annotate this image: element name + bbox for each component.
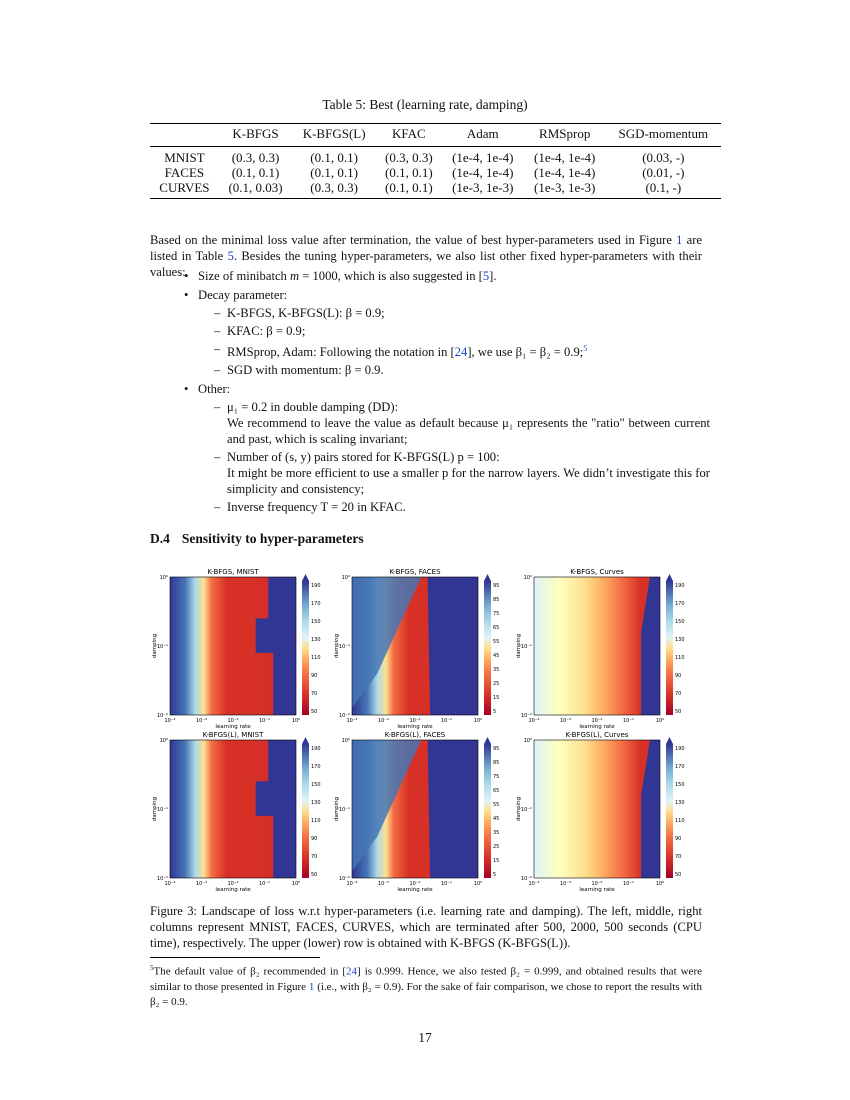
colorbar-tick: 50 xyxy=(311,709,318,715)
colorbar-tick: 170 xyxy=(311,764,321,770)
x-tick-label: 10⁻³ xyxy=(195,881,208,887)
table-column-header xyxy=(150,124,219,147)
table-cell: (0.1, 0.1) xyxy=(310,150,358,165)
colorbar-tick: 70 xyxy=(675,691,682,697)
colorbar-tick: 5 xyxy=(493,872,497,878)
y-axis-label: damping xyxy=(334,633,340,659)
y-tick-label: 10⁻² xyxy=(338,713,350,719)
colorbar-tick: 130 xyxy=(311,800,321,806)
colorbar-tick: 150 xyxy=(311,619,321,625)
y-tick-label: 10⁻² xyxy=(156,713,168,719)
panel-title: K-BFGS(L), FACES xyxy=(384,731,446,739)
dd-title: – μ₁ = 0.2 in double damping (DD): xyxy=(227,400,399,415)
decay-rmsprop-text: RMSprop, Adam: Following the notation in [ xyxy=(227,345,455,360)
x-tick-label: 10⁰ xyxy=(655,881,665,887)
colorbar-tick: 130 xyxy=(675,800,685,806)
colorbar-extend xyxy=(302,574,309,581)
colorbar-tick: 110 xyxy=(311,655,321,661)
pairs-title: – Number of (s, y) pairs stored for K-BFGS(L) p = 100: xyxy=(227,450,500,465)
y-tick-label: 10⁻² xyxy=(156,876,168,882)
table-column-header: K-BFGS(L) xyxy=(302,126,366,141)
other-label: Other: xyxy=(198,382,231,397)
section-title: Sensitivity to hyper-parameters xyxy=(181,531,364,546)
x-axis-label: learning rate xyxy=(397,887,433,893)
colorbar-tick: 150 xyxy=(675,619,685,625)
x-tick-label: 10⁰ xyxy=(473,881,483,887)
x-tick-label: 10⁻³ xyxy=(377,718,390,724)
x-tick-label: 10⁻² xyxy=(409,881,421,887)
colorbar xyxy=(484,744,491,878)
x-tick-label: 10⁰ xyxy=(291,881,301,887)
colorbar-tick: 90 xyxy=(311,673,318,679)
minibatch-text: Size of minibatch xyxy=(198,269,290,283)
section-heading xyxy=(150,531,364,547)
pairs-desc: It might be more efficient to use a smaller p for the narrow layers. We didn’t investigate this for simplicity and consistency; xyxy=(227,466,710,497)
footnote-citation-24[interactable]: 24 xyxy=(346,965,358,978)
table-cell: (0.03, -) xyxy=(642,150,685,165)
colorbar-tick: 35 xyxy=(493,830,500,836)
colorbar-tick: 110 xyxy=(675,655,685,661)
colorbar-tick: 75 xyxy=(493,611,500,617)
colorbar-tick: 55 xyxy=(493,639,500,645)
other-inverse-frequency: – Inverse frequency T = 20 in KFAC. xyxy=(198,499,710,515)
x-tick-label: 10⁻⁴ xyxy=(528,718,540,724)
heatmap-panel xyxy=(334,568,499,730)
citation-link-5[interactable]: 5 xyxy=(482,269,490,283)
table-cell: (0.01, -) xyxy=(642,165,685,180)
heatmap-panel xyxy=(516,731,685,893)
table-cell: (0.3, 0.3) xyxy=(231,150,280,165)
colorbar-tick: 5 xyxy=(493,709,497,715)
decay-kbfgs: – K-BFGS, K-BFGS(L): β = 0.9; xyxy=(198,305,710,321)
decay-kfac: – KFAC: β = 0.9; xyxy=(198,323,710,339)
list-item-other xyxy=(150,381,710,515)
table-caption: Table 5: Best (learning rate, damping) xyxy=(322,97,528,112)
y-tick-label: 10⁻¹ xyxy=(156,807,168,813)
colorbar-tick: 90 xyxy=(311,836,318,842)
colorbar-extend xyxy=(666,574,673,581)
x-tick-label: 10⁻² xyxy=(227,881,239,887)
x-tick-label: 10⁰ xyxy=(473,718,483,724)
colorbar-tick: 130 xyxy=(311,637,321,643)
colorbar-tick: 90 xyxy=(675,836,682,842)
heatmap-area xyxy=(534,740,660,878)
table-cell: (0.3, 0.3) xyxy=(385,150,433,165)
colorbar-tick: 15 xyxy=(493,858,500,864)
x-tick-label: 10⁻³ xyxy=(559,718,572,724)
y-tick-label: 10⁰ xyxy=(341,738,350,744)
y-tick-label: 10⁰ xyxy=(159,575,168,581)
colorbar-tick: 85 xyxy=(493,760,500,766)
panel-title: K-BFGS, MNIST xyxy=(207,568,259,576)
footnote-5 xyxy=(150,961,702,1010)
colorbar-tick: 150 xyxy=(675,782,685,788)
colorbar-tick: 45 xyxy=(493,653,500,659)
x-tick-label: 10⁻¹ xyxy=(258,718,271,724)
footnote-text-3: (i.e., with β₂ = 0.9). For the sake of fair comparison, we chose to report the results with β₂ = 0.9. xyxy=(150,980,702,1008)
y-tick-label: 10⁻² xyxy=(520,876,532,882)
panel-title: K-BFGS(L), MNIST xyxy=(202,731,264,739)
heatmap-area xyxy=(534,577,660,715)
y-axis-label: damping xyxy=(152,633,158,659)
table-cell: (0.1, 0.1) xyxy=(231,165,280,180)
best-hyperparameters-table xyxy=(150,123,721,199)
decay-label: Decay parameter: xyxy=(198,288,288,302)
section-number: D.4 xyxy=(150,531,170,546)
colorbar-tick: 70 xyxy=(675,854,682,860)
x-tick-label: 10⁻¹ xyxy=(622,718,635,724)
intro-text-1: Based on the minimal loss value after termination, the value of best hyper-parameters used in Figure xyxy=(150,233,677,247)
colorbar-extend xyxy=(302,737,309,744)
table-row xyxy=(150,147,721,166)
intro-text-3: . Besides the tuning hyper-parameters, we also list other fixed hyper-parameters with their values: xyxy=(150,249,703,279)
x-tick-label: 10⁻¹ xyxy=(440,881,453,887)
other-pairs xyxy=(198,449,710,497)
table-cell: (1e-3, 1e-3) xyxy=(452,180,514,195)
footnote-mark: 5 xyxy=(150,964,154,972)
colorbar xyxy=(666,744,673,878)
list-item-decay xyxy=(150,287,710,378)
colorbar-tick: 150 xyxy=(311,782,321,788)
colorbar-tick: 35 xyxy=(493,667,500,673)
row-label: FACES xyxy=(164,165,205,180)
y-axis-label: damping xyxy=(516,633,522,659)
table-row xyxy=(150,180,721,199)
x-tick-label: 10⁻⁴ xyxy=(528,881,540,887)
footnote-figure-ref[interactable]: 1 xyxy=(308,980,315,993)
table-cell: (0.1, 0.1) xyxy=(385,180,433,195)
x-tick-label: 10⁻⁴ xyxy=(346,881,358,887)
y-tick-label: 10⁰ xyxy=(523,738,532,744)
citation-link-24[interactable]: 24 xyxy=(454,345,468,360)
colorbar-tick: 170 xyxy=(675,601,685,607)
panel-title: K-BFGS, Curves xyxy=(570,568,624,576)
footnote-link-5[interactable]: 5 xyxy=(583,344,588,353)
heatmap-panel xyxy=(152,731,321,893)
heatmap-panel xyxy=(334,731,499,893)
y-tick-label: 10⁰ xyxy=(159,738,168,744)
table-column-header: KFAC xyxy=(392,126,426,141)
table-ref-link[interactable]: 5 xyxy=(227,249,234,263)
list-item-minibatch xyxy=(150,268,710,284)
y-tick-label: 10⁰ xyxy=(523,575,532,581)
colorbar-tick: 65 xyxy=(493,788,500,794)
table-column-header: RMSprop xyxy=(539,126,591,141)
x-tick-label: 10⁻¹ xyxy=(440,718,453,724)
colorbar-tick: 25 xyxy=(493,681,500,687)
table-header-row xyxy=(150,124,721,147)
other-sublist xyxy=(198,399,710,515)
colorbar-tick: 190 xyxy=(311,583,321,589)
colorbar-tick: 70 xyxy=(311,691,318,697)
table-cell: (0.1, 0.03) xyxy=(228,180,283,195)
colorbar-tick: 25 xyxy=(493,844,500,850)
x-axis-label: learning rate xyxy=(215,887,251,893)
intro-text-2: are listed in Table xyxy=(150,233,702,263)
hyperparameter-list xyxy=(150,268,710,518)
y-tick-label: 10⁻² xyxy=(338,876,350,882)
table-column-header: K-BFGS xyxy=(232,126,279,141)
diverged-region xyxy=(428,740,478,878)
x-axis-label: learning rate xyxy=(579,887,615,893)
table-cell: (0.1, 0.1) xyxy=(310,165,358,180)
table-cell: (0.1, 0.1) xyxy=(385,165,433,180)
x-tick-label: 10⁰ xyxy=(655,718,665,724)
dd-desc: We recommend to leave the value as default because μ₁ represents the "ratio" between current and past, which is scaling invariant; xyxy=(227,416,710,447)
colorbar-tick: 50 xyxy=(675,709,682,715)
y-axis-label: damping xyxy=(516,796,522,822)
minibatch-text-3: ]. xyxy=(489,269,497,283)
heatmap-panel xyxy=(516,568,685,730)
x-tick-label: 10⁻² xyxy=(409,718,421,724)
y-tick-label: 10⁻¹ xyxy=(338,644,350,650)
decay-rmsprop-adam xyxy=(198,341,710,360)
colorbar xyxy=(666,581,673,715)
colorbar-tick: 95 xyxy=(493,746,500,752)
diverged-region xyxy=(428,577,478,715)
x-tick-label: 10⁰ xyxy=(291,718,301,724)
colorbar-tick: 45 xyxy=(493,816,500,822)
colorbar-extend xyxy=(484,737,491,744)
x-tick-label: 10⁻² xyxy=(591,881,603,887)
figure-3-heatmaps xyxy=(140,562,700,894)
table-column-header: SGD-momentum xyxy=(618,126,709,141)
y-tick-label: 10⁻¹ xyxy=(520,807,532,813)
colorbar-tick: 85 xyxy=(493,597,500,603)
x-axis-label: learning rate xyxy=(397,724,433,730)
colorbar-tick: 15 xyxy=(493,695,500,701)
table-cell: (1e-4, 1e-4) xyxy=(534,165,596,180)
table-cell: (1e-3, 1e-3) xyxy=(534,180,596,195)
decay-sublist xyxy=(198,305,710,378)
colorbar xyxy=(302,581,309,715)
colorbar xyxy=(302,744,309,878)
y-tick-label: 10⁻² xyxy=(520,713,532,719)
colorbar-tick: 170 xyxy=(675,764,685,770)
table-cell: (1e-4, 1e-4) xyxy=(452,150,514,165)
footnote-text-2: ] is 0.999. Hence, we also tested β₂ = 0.999, and obtained results that were similar to those presented in Figure xyxy=(150,965,702,993)
y-tick-label: 10⁻¹ xyxy=(338,807,350,813)
colorbar-tick: 110 xyxy=(311,818,321,824)
colorbar-tick: 190 xyxy=(311,746,321,752)
colorbar-tick: 190 xyxy=(675,583,685,589)
colorbar-extend xyxy=(666,737,673,744)
footnote-rule xyxy=(150,957,320,958)
x-axis-label: learning rate xyxy=(215,724,251,730)
table-cell: (0.1, -) xyxy=(645,180,682,195)
table-cell: (0.3, 0.3) xyxy=(310,180,358,195)
x-tick-label: 10⁻¹ xyxy=(258,881,271,887)
colorbar-tick: 170 xyxy=(311,601,321,607)
colorbar-tick: 190 xyxy=(675,746,685,752)
colorbar-tick: 65 xyxy=(493,625,500,631)
x-tick-label: 10⁻⁴ xyxy=(164,881,176,887)
other-double-damping xyxy=(198,399,710,447)
table-cell: (1e-4, 1e-4) xyxy=(452,165,514,180)
page-number: 17 xyxy=(418,1030,432,1045)
x-axis-label: learning rate xyxy=(579,724,615,730)
x-tick-label: 10⁻⁴ xyxy=(346,718,358,724)
colorbar-tick: 70 xyxy=(311,854,318,860)
footnote-text-1: The default value of β₂ recommended in [ xyxy=(153,965,347,978)
x-tick-label: 10⁻³ xyxy=(377,881,390,887)
minibatch-text-2: = 1000, which is also suggested in [ xyxy=(299,269,483,283)
colorbar-extend xyxy=(484,574,491,581)
y-tick-label: 10⁻¹ xyxy=(156,644,168,650)
x-tick-label: 10⁻¹ xyxy=(622,881,635,887)
y-tick-label: 10⁻¹ xyxy=(520,644,532,650)
table-cell: (1e-4, 1e-4) xyxy=(534,150,596,165)
figure-ref-link[interactable]: 1 xyxy=(676,233,683,247)
figure-caption: Figure 3: Landscape of loss w.r.t hyper-parameters (i.e. learning rate and damping). The left, middle, right columns represent MNIST, FACES, CURVES, which are terminated after 500, 2000, 500 seconds (CPU time), respectively. The upper (lower) row is obtained with K-BFGS (K-BFGS(L)). xyxy=(150,904,702,950)
x-tick-label: 10⁻² xyxy=(227,718,239,724)
decay-sgd: – SGD with momentum: β = 0.9. xyxy=(198,362,710,378)
table-body xyxy=(150,147,721,199)
heatmap-panel xyxy=(152,568,321,730)
table-column-header: Adam xyxy=(466,126,499,141)
x-tick-label: 10⁻³ xyxy=(195,718,208,724)
x-tick-label: 10⁻³ xyxy=(559,881,572,887)
panel-title: K-BFGS, FACES xyxy=(389,568,441,576)
colorbar-tick: 55 xyxy=(493,802,500,808)
colorbar xyxy=(484,581,491,715)
decay-rmsprop-text-2: ], we use β₁ = β₂ = 0.9; xyxy=(467,345,584,360)
x-tick-label: 10⁻⁴ xyxy=(164,718,176,724)
colorbar-tick: 95 xyxy=(493,583,500,589)
colorbar-tick: 50 xyxy=(311,872,318,878)
minibatch-var: m xyxy=(289,269,300,283)
colorbar-tick: 75 xyxy=(493,774,500,780)
row-label: MNIST xyxy=(164,150,205,165)
colorbar-tick: 110 xyxy=(675,818,685,824)
y-tick-label: 10⁰ xyxy=(341,575,350,581)
y-axis-label: damping xyxy=(152,796,158,822)
table-row xyxy=(150,165,721,180)
panel-title: K-BFGS(L), Curves xyxy=(565,731,629,739)
x-tick-label: 10⁻² xyxy=(591,718,603,724)
colorbar-tick: 130 xyxy=(675,637,685,643)
colorbar-tick: 50 xyxy=(675,872,682,878)
y-axis-label: damping xyxy=(334,796,340,822)
colorbar-tick: 90 xyxy=(675,673,682,679)
row-label: CURVES xyxy=(159,180,210,195)
